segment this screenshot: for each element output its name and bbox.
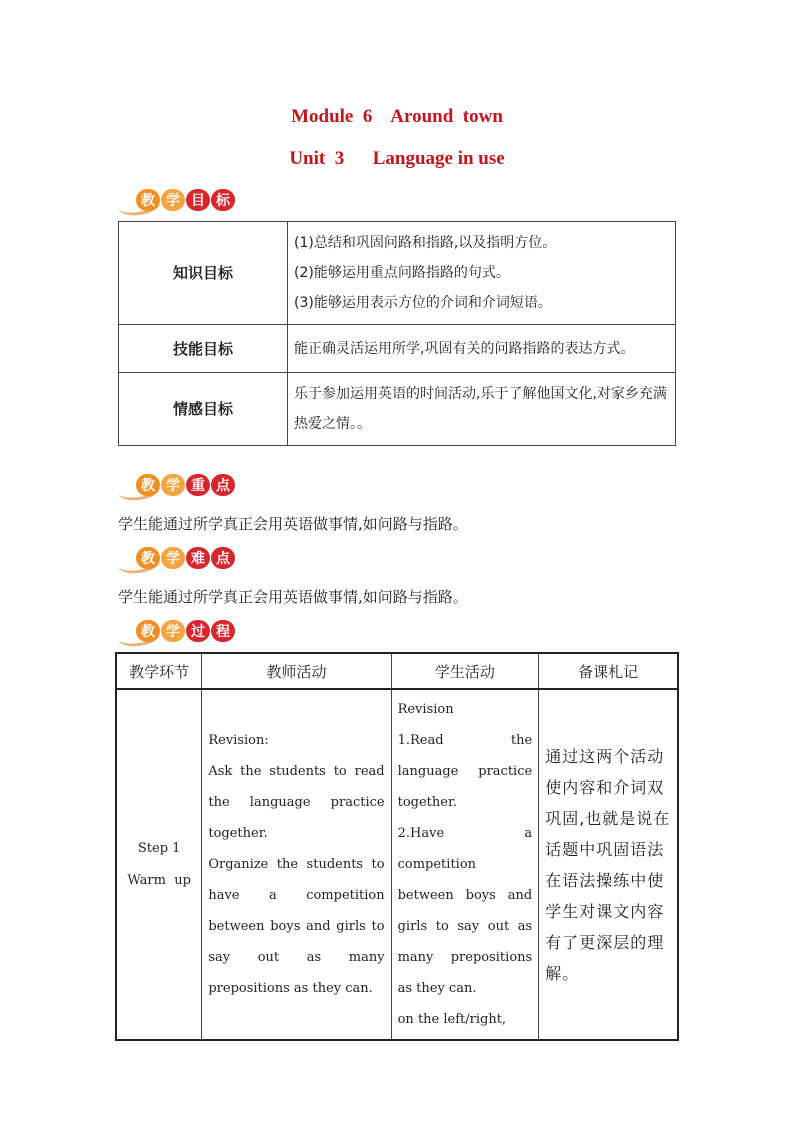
process-table	[115, 652, 679, 1041]
teacher-activity-cell	[202, 689, 391, 1040]
emotion-goal-label: 情感目标	[119, 373, 288, 446]
difficulties-text: 学生能通过所学真正会用英语做事情,如问路与指路。	[118, 588, 468, 606]
knowledge-goal-line: (3)能够运用表示方位的介词和介词短语。	[294, 295, 552, 311]
knowledge-goal-label: 知识目标	[119, 222, 288, 325]
badge-char: 学	[161, 474, 185, 496]
emotion-goal-text: 乐于参加运用英语的时间活动,乐于了解他国文化,对家乡充满热爱之情。。	[288, 373, 676, 446]
teacher-activity-line: Organize the students to have a competition between boys and girls to say out as many prepositions as they can.	[208, 857, 385, 996]
knowledge-goal-content	[288, 222, 676, 325]
skills-goal-text: 能正确灵活运用所学,巩固有关的问路指路的表达方式。	[288, 325, 676, 373]
badge-char: 重	[186, 474, 210, 496]
column-header: 教师活动	[202, 653, 391, 689]
badge-char: 教	[136, 189, 160, 211]
badge-char: 教	[136, 620, 160, 642]
step-number: Step 1	[137, 840, 181, 856]
student-activity-line: on the left/right,	[397, 1012, 507, 1027]
notes-cell: 通过这两个活动使内容和介词双巩固,也就是说在话题中巩固语法在语法操练中使学生对课文内容有了更深层的理解。	[539, 689, 678, 1040]
badge-char: 难	[186, 547, 210, 569]
teacher-activity-line: Revision:	[208, 733, 269, 748]
student-activity-line: Revision	[397, 702, 454, 717]
badge-char: 教	[136, 547, 160, 569]
goals-table	[118, 221, 676, 446]
badge-char: 目	[186, 189, 210, 211]
process-badge	[118, 618, 228, 646]
objectives-badge	[118, 187, 228, 215]
badge-char: 学	[161, 620, 185, 642]
student-activity-line: 2.Have a competition between boys and girls to say out as many prepositions as they can.	[397, 826, 533, 996]
skills-goal-label: 技能目标	[119, 325, 288, 373]
module-title: Module 6 Around town	[291, 106, 503, 127]
step-name: Warm up	[127, 872, 191, 888]
difficulties-badge	[118, 545, 228, 573]
column-header: 备课札记	[539, 653, 678, 689]
knowledge-goal-line: (1)总结和巩固问路和指路,以及指明方位。	[294, 235, 557, 251]
knowledge-goal-line: (2)能够运用重点问路指路的句式。	[294, 265, 510, 281]
badge-char: 点	[211, 474, 235, 496]
badge-char: 学	[161, 189, 185, 211]
badge-char: 程	[211, 620, 235, 642]
badge-char: 标	[211, 189, 235, 211]
column-header: 学生活动	[391, 653, 539, 689]
key-points-badge	[118, 472, 228, 500]
student-activity-cell	[391, 689, 539, 1040]
unit-title: Unit 3 Language in use	[289, 148, 505, 169]
badge-char: 学	[161, 547, 185, 569]
badge-char: 教	[136, 474, 160, 496]
badge-char: 过	[186, 620, 210, 642]
step-cell	[116, 689, 202, 1040]
badge-char: 点	[211, 547, 235, 569]
student-activity-line: 1.Read the language practice together.	[397, 733, 533, 810]
column-header: 教学环节	[116, 653, 202, 689]
table-row	[116, 689, 678, 1040]
key-points-text: 学生能通过所学真正会用英语做事情,如问路与指路。	[118, 515, 468, 533]
teacher-activity-line: Ask the students to read the language practice together.	[208, 764, 385, 841]
